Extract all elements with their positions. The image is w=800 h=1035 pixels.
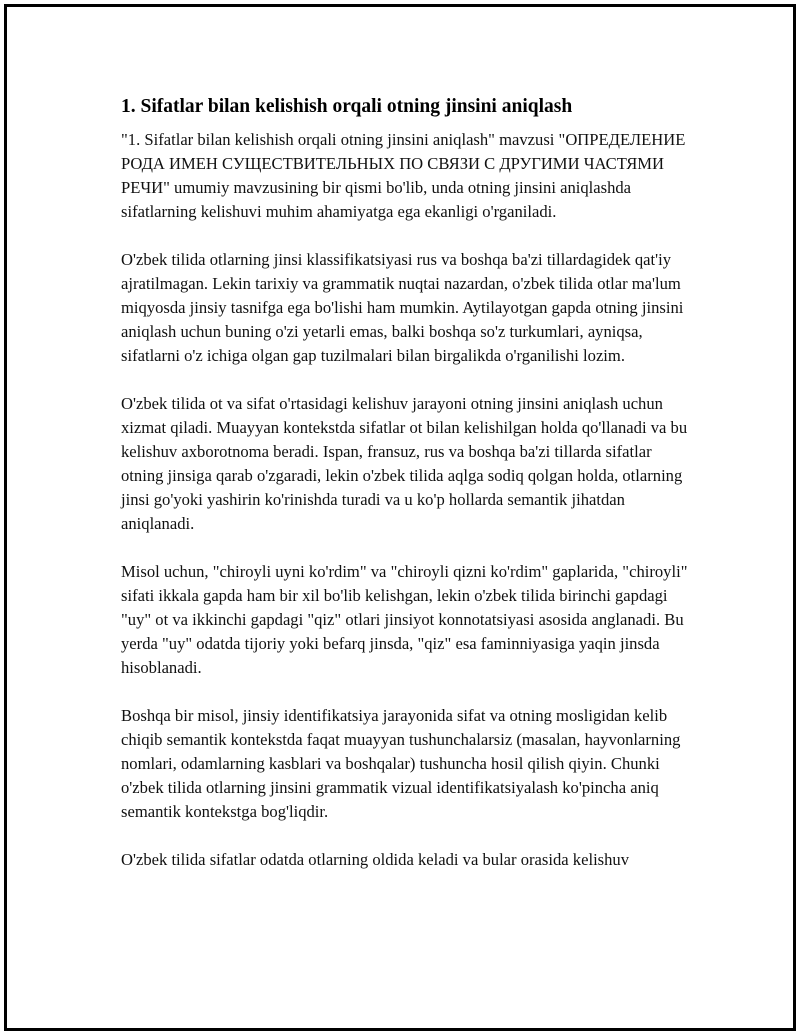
paragraph-5: Boshqa bir misol, jinsiy identifikatsiya jarayonida sifat va otning mosligidan kelib chiqib semantik kontekstda faqat muayyan tushunchalarsiz (masalan, hayvonlarning nomlari, odamlarning kasblari va boshqalar) tushuncha hosil qilish qiyin. Chunki o'zbek tilida otlarning jinsini grammatik vizual identifikatsiyalash ko'pincha aniq semantik kontekstga bog'liqdir. <box>121 706 681 821</box>
paragraph-1: "1. Sifatlar bilan kelishish orqali otning jinsini aniqlash" mavzusi "ОПРЕДЕЛЕНИЕ РОДА ИМЕН СУЩЕСТВИТЕЛЬНЫХ ПО СВЯЗИ С ДРУГИМИ ЧАСТЯМИ РЕЧИ" umumiy mavzusining bir qismi bo'lib, unda otning jinsini aniqlashda sifatlarning kelishuvi muhim ahamiyatga ega ekanligi o'rganiladi. <box>121 130 686 221</box>
document-title: 1. Sifatlar bilan kelishish orqali otning jinsini aniqlash <box>121 96 573 117</box>
paragraph-4: Misol uchun, "chiroyli uyni ko'rdim" va "chiroyli qizni ko'rdim" gaplarida, "chiroyli" sifati ikkala gapda ham bir xil bo'lib kelishgan, lekin o'zbek tilida birinchi gapdagi "uy" ot va ikkinchi gapdagi "qiz" otlari jinsiyot konnotatsiyasi asosida anglanadi. Bu yerda "uy" odatda tijoriy yoki befarq jinsda, "qiz" esa faminniyasiga yaqin jinsda hisoblanadi. <box>121 562 688 677</box>
paragraph-3: O'zbek tilida ot va sifat o'rtasidagi kelishuv jarayoni otning jinsini aniqlash uchun xizmat qiladi. Muayyan kontekstda sifatlar ot bilan kelishilgan holda qo'llanadi va bu kelishuv axborotnoma beradi. Ispan, fransuz, rus va boshqa ba'zi tillarda sifatlar otning jinsiga qarab o'zgaradi, lekin o'zbek tilida aqlga sodiq qolgan holda, otlarning jinsi go'yoki yashirin ko'rinishda turadi va u ko'p hollarda semantik jihatdan aniqlanadi. <box>121 394 688 533</box>
page-frame <box>4 4 796 1031</box>
paragraph-6: O'zbek tilida sifatlar odatda otlarning oldida keladi va bular orasida kelishuv <box>121 850 630 869</box>
paragraph-2: O'zbek tilida otlarning jinsi klassifikatsiyasi rus va boshqa ba'zi tillardagidek qat'iy ajratilmagan. Lekin tarixiy va grammatik nuqtai nazardan, o'zbek tilida otlar ma'lum miqyosda jinsiy tasnifga ega bo'lishi ham mumkin. Aytilayotgan gapda otning jinsini aniqlash uchun buning o'zi yetarli emas, balki boshqa so'z turkumlari, ayniqsa, sifatlarni o'z ichiga olgan gap tuzilmalari bilan birgalikda o'rganilishi lozim. <box>121 250 684 365</box>
document-body <box>121 93 693 896</box>
